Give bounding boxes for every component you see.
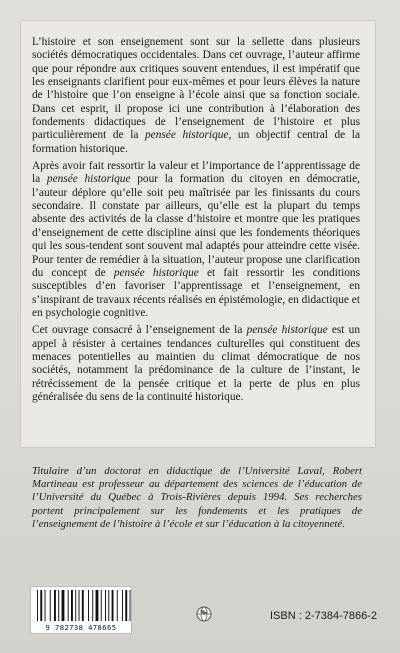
paragraph-2-text-c: et fait ressortir les conditions susceptibles d’en favoriser l’apprentissage et l’enseignement, en s’inspirant de travaux récents réalisés en épistémologie, en didactique et en psychologie cognitive. xyxy=(32,266,360,319)
summary-paragraph-1 xyxy=(32,36,360,156)
summary-text xyxy=(32,36,360,408)
paragraph-2-text-b: pour la formation du citoyen en démocratie, l’auteur déplore qu’elle soit peu maîtrisée par les finissants du cours secondaire. Il constate par ailleurs, qu’elle est la plupart du temps absente des activités de la classe d’histoire et montre que les pratiques d’enseignement de cette discipline ainsi que les fondements théoriques qui les sous-tendent sont souvent mal adaptés pour atteindre cette visée. Pour tenter de remédier à la situation, l’auteur propose une clarification du concept de xyxy=(32,173,360,279)
author-bio: Titulaire d’un doctorat en didactique de l’Université Laval, Robert Martineau est professeur au département des sciences de l’éducation de l’Université du Québec à Trois-Rivières depuis 1994. Ses recherches portent principalement sur les fondements et les pratiques de l’enseignement de l’histoire à l’école et sur l’éducation à la citoyenneté. xyxy=(32,465,362,530)
summary-paragraph-2 xyxy=(32,160,360,320)
paragraph-1-text-b: , un objectif central de la formation historique. xyxy=(32,129,360,155)
globe-icon xyxy=(196,606,212,622)
paragraph-3-emphasis: pensée historique xyxy=(246,324,328,337)
paragraph-2-emphasis-2: pensée historique xyxy=(113,266,199,279)
barcode-digits: 9 782738 478665 xyxy=(45,623,117,632)
isbn: ISBN : 2-7384-7866-2 xyxy=(270,610,378,622)
paragraph-2-emphasis-1: pensée historique xyxy=(46,173,131,186)
paragraph-3-text-a: Cet ouvrage consacré à l’enseignement de la xyxy=(32,324,247,337)
paragraph-1-text-a: L’histoire et son enseignement sont sur la sellette dans plusieurs sociétés démocratiques occidentales. Dans cet ouvrage, l’auteur affirme que pour répondre aux critiques souvent entendues, il est impératif que les enseignants clarifient pour eux-mêmes et pour leurs élèves la nature de l’histoire que l’on enseigne à l’école ainsi que sa fonction sociale. Dans cet esprit, il propose ici une contribution à l’élaboration des fondements didactiques de l’enseignement de l’histoire et plus particulièrement de la xyxy=(32,36,360,142)
paragraph-1-emphasis: pensée historique xyxy=(145,129,229,142)
barcode-bars xyxy=(31,587,131,623)
barcode xyxy=(30,586,132,634)
paragraph-2-text-a: Après avoir fait ressortir la valeur et l’importance de l’apprentissage de la xyxy=(32,160,360,186)
summary-paragraph-3 xyxy=(32,324,360,404)
paragraph-3-text-b: est un appel à résister à certaines tendances culturelles qui constituent des menaces potentielles au maintien du climat démocratique de nos sociétés, notamment la prédominance de la culture de l’instant, le rétrécissement de la pensée critique et la perte de plus en plus généralisée du sens de la continuité historique. xyxy=(32,324,360,403)
